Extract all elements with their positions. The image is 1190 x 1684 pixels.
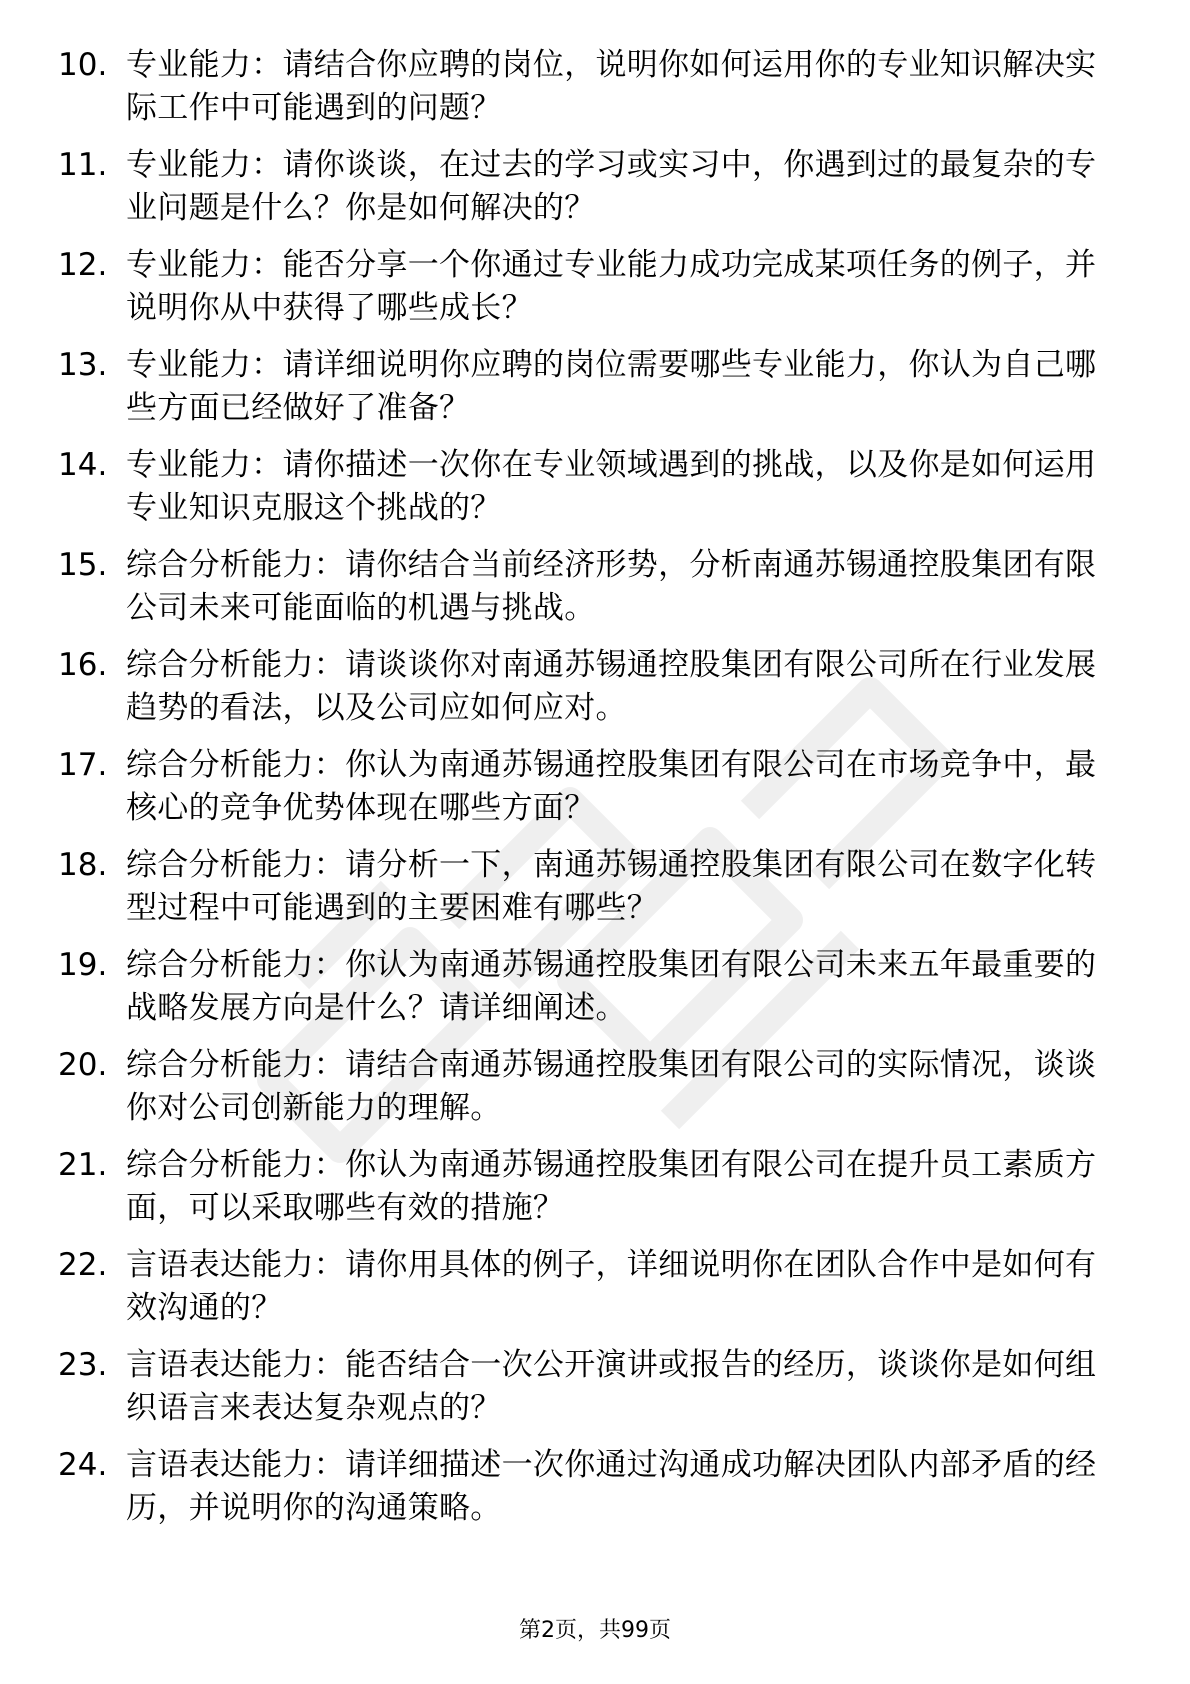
question-number: 23. — [58, 1347, 108, 1383]
question-item — [58, 444, 1118, 544]
question-text: 综合分析能力：你认为南通苏锡通控股集团有限公司在市场竞争中，最核心的竞争优势体现在哪些方面？ — [126, 747, 1097, 826]
question-item — [58, 1244, 1118, 1344]
question-text: 综合分析能力：你认为南通苏锡通控股集团有限公司未来五年最重要的战略发展方向是什么？请详细阐述。 — [126, 947, 1097, 1026]
question-number: 18. — [58, 847, 108, 883]
question-text: 言语表达能力：能否结合一次公开演讲或报告的经历，谈谈你是如何组织语言来表达复杂观点的？ — [126, 1347, 1097, 1426]
page-number-label: 第2页，共99页 — [519, 1618, 671, 1643]
page-footer — [0, 1616, 1190, 1646]
question-text: 综合分析能力：请分析一下，南通苏锡通控股集团有限公司在数字化转型过程中可能遇到的主要困难有哪些？ — [126, 847, 1097, 926]
question-number: 14. — [58, 447, 108, 483]
question-item — [58, 344, 1118, 444]
question-item — [58, 1144, 1118, 1244]
question-number: 22. — [58, 1247, 108, 1283]
question-item — [58, 244, 1118, 344]
question-item — [58, 544, 1118, 644]
question-number: 15. — [58, 547, 108, 583]
question-text: 言语表达能力：请你用具体的例子，详细说明你在团队合作中是如何有效沟通的？ — [126, 1247, 1097, 1326]
question-number: 11. — [58, 147, 108, 183]
question-item — [58, 644, 1118, 744]
question-list — [58, 44, 1118, 1544]
question-number: 21. — [58, 1147, 108, 1183]
question-item — [58, 744, 1118, 844]
question-number: 24. — [58, 1447, 108, 1483]
question-text: 综合分析能力：你认为南通苏锡通控股集团有限公司在提升员工素质方面，可以采取哪些有效的措施？ — [126, 1147, 1097, 1226]
question-text: 综合分析能力：请你结合当前经济形势，分析南通苏锡通控股集团有限公司未来可能面临的机遇与挑战。 — [126, 547, 1097, 626]
question-item — [58, 844, 1118, 944]
question-number: 12. — [58, 247, 108, 283]
question-text: 综合分析能力：请结合南通苏锡通控股集团有限公司的实际情况，谈谈你对公司创新能力的理解。 — [126, 1047, 1097, 1126]
question-number: 20. — [58, 1047, 108, 1083]
question-text: 综合分析能力：请谈谈你对南通苏锡通控股集团有限公司所在行业发展趋势的看法，以及公司应如何应对。 — [126, 647, 1097, 726]
question-item — [58, 944, 1118, 1044]
question-text: 专业能力：能否分享一个你通过专业能力成功完成某项任务的例子，并说明你从中获得了哪些成长？ — [126, 247, 1097, 326]
question-item — [58, 1344, 1118, 1444]
question-number: 13. — [58, 347, 108, 383]
question-number: 17. — [58, 747, 108, 783]
question-item — [58, 1044, 1118, 1144]
question-text: 专业能力：请你描述一次你在专业领域遇到的挑战，以及你是如何运用专业知识克服这个挑战的？ — [126, 447, 1097, 526]
question-number: 10. — [58, 47, 108, 83]
question-number: 16. — [58, 647, 108, 683]
question-text: 专业能力：请详细说明你应聘的岗位需要哪些专业能力，你认为自己哪些方面已经做好了准备？ — [126, 347, 1097, 426]
question-item — [58, 144, 1118, 244]
question-text: 专业能力：请你谈谈，在过去的学习或实习中，你遇到过的最复杂的专业问题是什么？你是如何解决的？ — [126, 147, 1097, 226]
question-item — [58, 1444, 1118, 1544]
question-text: 言语表达能力：请详细描述一次你通过沟通成功解决团队内部矛盾的经历，并说明你的沟通策略。 — [126, 1447, 1097, 1526]
question-number: 19. — [58, 947, 108, 983]
question-text: 专业能力：请结合你应聘的岗位，说明你如何运用你的专业知识解决实际工作中可能遇到的问题？ — [126, 47, 1097, 126]
question-item — [58, 44, 1118, 144]
